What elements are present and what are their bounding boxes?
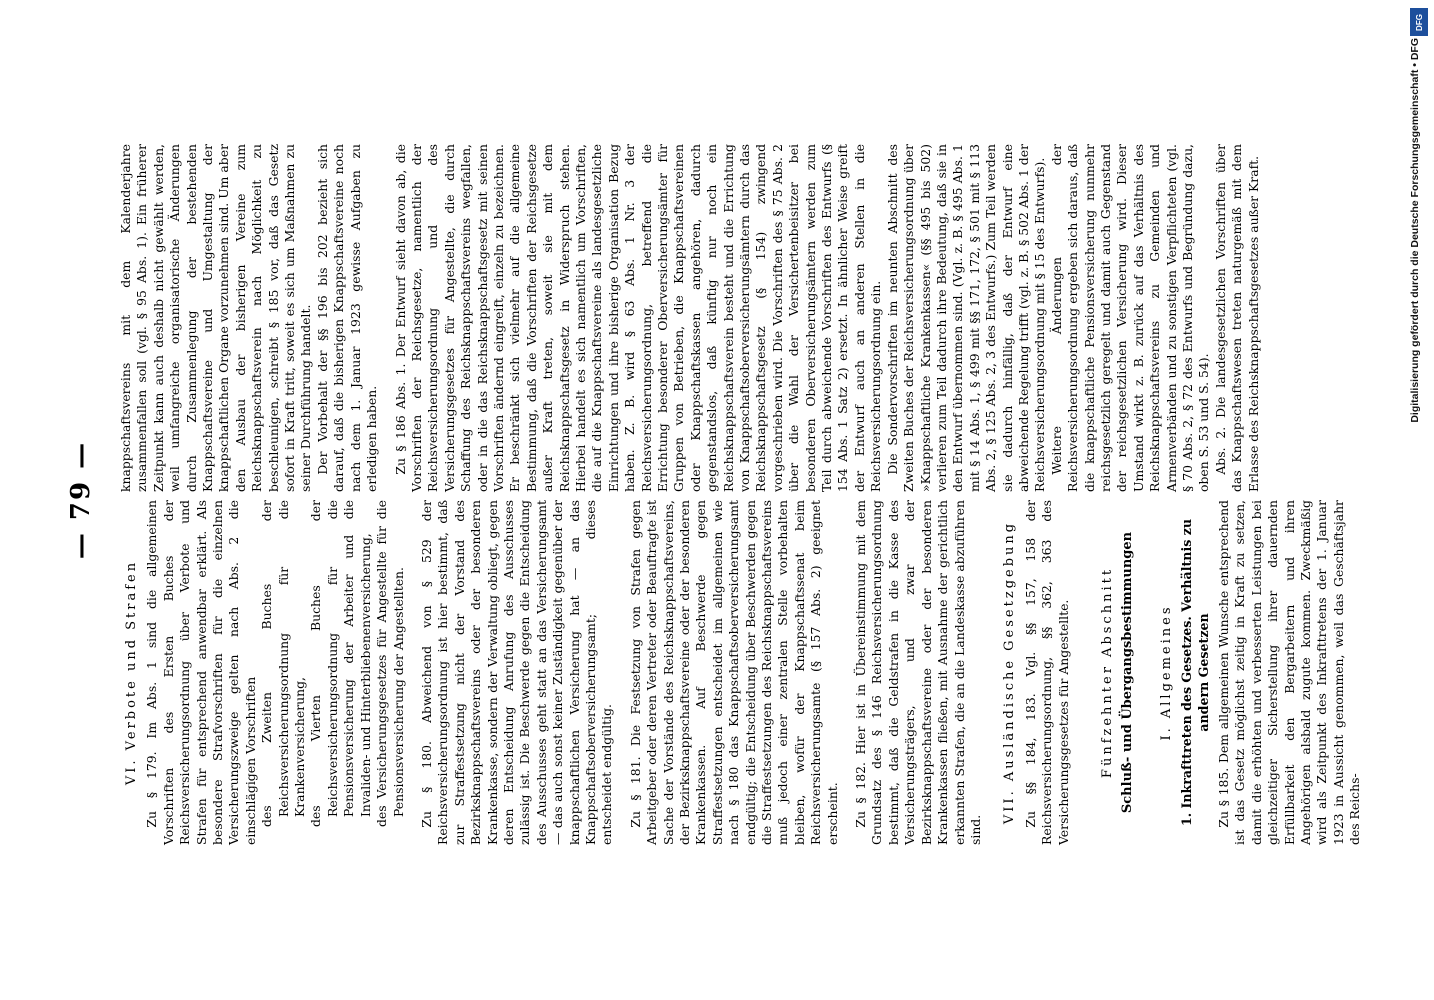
right-column (118, 144, 1318, 492)
section-heading-vii: VII. Ausländische Gesetzgebung (1002, 520, 1018, 825)
paragraph-continued: knappschaftsvereins mit dem Kalenderjahre zusammenfallen soll (vgl. § 95 Abs. 1). Ein früherer Zeitpunkt kann auch deshalb nicht gewählt werden, weil umfangreiche organisatorische Änderungen durch Zusammenlegung der bestehenden Knappschaftsvereine und Umgestaltung der knappschaftlichen Organe vorzunehmen sind. Um aber den Ausbau der bisherigen Vereine zum Reichsknappschaftsverein nach Möglichkeit zu beschleunigen, schreibt § 185 vor, daß das Gesetz sofort in Kraft tritt, soweit es sich um Maßnahmen zu seiner Durchführung handelt. (118, 144, 314, 492)
paragraph-vorbehalt: Der Vorbehalt der §§ 196 bis 202 bezieht sich darauf, daß die bisherigen Knappschaftsvereine noch nach dem 1. Januar 1923 gewisse Aufgaben zu erledigen haben. (314, 144, 380, 492)
subsection-heading: 1. Inkrafttreten des Gesetzes. Verhältnis zu andern Gesetzen (1179, 518, 1211, 827)
paragraph-179: Zu § 179. Im Abs. 1 sind die allgemeinen Vorschriften des Ersten Buches der Reichsversicherungsordnung über Verbote und Strafen für entsprechend anwendbar erklärt. Als besondere Strafvorschriften für die einzelnen Versicherungszweige gelten nach Abs. 2 die einschlägigen Vorschriften (144, 500, 258, 845)
paragraph-185: Zu § 185. Dem allgemeinen Wunsche entsprechend ist das Gesetz möglichst zeitig in Kraft zu setzen, damit die erhöhten und verbesserten Leistungen bei gleichzeitiger Sicherstellung ihrer dauernden Erfüllbarkeit den Bergarbeitern und ihren Angehörigen alsbald zugute kommen. Zweckmäßig wird als Zeitpunkt des Inkrafttretens der 1. Januar 1923 in Aussicht genommen, weil das Geschäftsjahr des Reichs- (1215, 500, 1363, 845)
logo-text: DFG (1414, 13, 1424, 31)
paragraph-186: Zu § 186 Abs. 1. Der Entwurf sieht davon ab, die Vorschriften der Reichsgesetze, namentlich der Reichsversicherungsordnung und des Versicherungsgesetzes für Angestellte, die durch Schaffung des Reichsknappschaftsvereins wegfallen, oder in die das Reichsknappschaftsgesetz mit seinen Vorschriften ändernd eingreift, einzeln zu bezeichnen. Er beschränkt sich vielmehr auf die allgemeine Bestimmung, daß die Vorschriften der Reichsgesetze außer Kraft treten, soweit sie mit dem Reichsknappschaftsgesetz in Widerspruch stehen. Hierbei handelt es sich namentlich um Vorschriften, die auf die Knappschaftsvereine als landesgesetzliche Einrichtungen und ihre bisherige Organisation Bezug haben. Z. B. wird § 63 Abs. 1 Nr. 3 der Reichsversicherungsordnung, betreffend die Errichtung besonderer Oberversicherungsämter für Gruppen von Betrieben, die Knappschaftsvereinen oder Knappschaftskassen angehören, dadurch gegenstandslos, daß künftig nur noch ein Reichsknappschaftsverein besteht und die Errichtung von Knappschaftsoberversicherungsämtern durch das Reichsknappschaftsgesetz (§ 154) zwingend vorgeschrieben wird. Die Vorschriften des § 75 Abs. 2 über die Wahl der Versichertenbeisitzer bei besonderen Oberversicherungsämtern werden zum Teil durch abweichende Vorschriften des Entwurfs (§ 154 Abs. 1 Satz 2) ersetzt. In ähnlicher Weise greift der Entwurf auch an anderen Stellen in die Reichsversicherungsordnung ein. (392, 144, 884, 492)
chapter-heading: Fünfzehnter Abschnitt (1099, 566, 1115, 779)
paragraph-180: Zu § 180. Abweichend von § 529 der Reichsversicherungsordnung ist hier bestimmt, daß zur Straffestsetzung nicht der Vorstand des Bezirksknappschaftsvereins oder der besonderen Krankenkasse, sondern der Verwaltung obliegt, gegen deren Entscheidung Anrufung des Ausschusses zulässig ist. Die Beschwerde gegen die Entscheidung des Ausschusses geht statt an das Versicherungsamt — das auch sonst keiner Zuständigkeit gegenüber der knappschaftlichen Versicherung hat — an das Knappschaftsoberversicherungsamt; dieses entscheidet endgültig. (418, 500, 615, 845)
page-number: — 79 — (66, 440, 96, 560)
list-item: des Vierten Buches der Reichsversicherungsordnung für die Pensionsversicherung der Arbeiter und die Invaliden- und Hinterbliebenenversicherung, (308, 500, 373, 827)
left-column (118, 500, 1363, 845)
dfg-logo (1410, 8, 1428, 36)
list-item: des Zweiten Buches der Reichsversicherungsordnung für die Krankenversicherung, (259, 500, 308, 827)
paragraph-182: Zu § 182. Hier ist in Übereinstimmung mit dem Grundsatz des § 146 Reichsversicherungsordnung bestimmt, daß die Geldstrafen in die Kasse des Versicherungsträgers, und zwar der Bezirksknappschaftsvereine oder der besonderen Krankenkassen fließen, mit Ausnahme der gerichtlich erkannten Strafen, die an die Landeskasse abzuführen sind. (853, 500, 983, 845)
credit-text: Digitalisierung gefördert durch die Deutsche Forschungsgemeinschaft • DFG (1409, 38, 1421, 423)
list-179 (259, 500, 407, 827)
list-item: des Versicherungsgesetzes für Angestellte für die Pensionsversicherung der Angestellten. (374, 500, 406, 827)
paragraph-sondervorschriften: Die Sondervorschriften im neunten Abschnitt des Zweiten Buches der Reichsversicherungsordnung über »Knappschaftliche Krankenkassen« (§§ 495 bis 502) verlieren zum Teil dadurch ihre Bedeutung, daß sie in den Entwurf übernommen sind. (Vgl. z. B. § 495 Abs. 1 mit § 14 Abs. 1, § 499 mit §§ 171, 172, § 501 mit § 113 Abs. 2, § 125 Abs. 2, 3 des Entwurfs.) Zum Teil werden sie dadurch hinfällig, daß der Entwurf eine abweichende Regelung trifft (vgl. z. B. § 502 Abs. 1 der Reichsversicherungsordnung mit § 15 des Entwurfs). (884, 144, 1048, 492)
paragraph-weitere: Weitere Änderungen der Reichsversicherungsordnung ergeben sich daraus, daß die knappschaftliche Pensionsversicherung nunmehr reichsgesetzlich geregelt und damit auch Gegenstand der reichsgesetzlichen Versicherung wird. Dieser Umstand wirkt z. B. zurück auf das Verhältnis des Reichsknappschaftsvereins zu Gemeinden und Armenverbänden und zu sonstigen Verpflichteten (vgl. § 70 Abs. 2, § 72 des Entwurfs und Begründung dazu, oben S. 53 und S. 54). (1048, 144, 1212, 492)
section-heading-allgemeines: I. Allgemeines (1158, 604, 1174, 741)
paragraph-abs2: Abs. 2. Die landesgesetzlichen Vorschriften über das Knappschaftswesen treten naturgemäß mit dem Erlasse des Reichsknappschaftsgesetzes außer Kraft. (1212, 144, 1261, 492)
chapter-title: Schluß- und Übergangsbestimmungen (1120, 531, 1136, 814)
digitization-credit (1400, 8, 1430, 992)
section-heading-vi: VI. Verbote und Strafen (124, 559, 139, 786)
paragraph-181: Zu § 181. Die Festsetzung von Strafen gegen Arbeitgeber oder deren Vertreter oder Beauftragte ist Sache der Vorstände des Reichsknappschaftsvereins, der Bezirksknappschaftsvereine oder der besonderen Krankenkassen. Auf Beschwerde gegen Straffestsetzungen entscheidet im allgemeinen wie nach § 180 das Knappschaftsoberversicherungsamt endgültig; die Entscheidung über Beschwerden gegen die Straffestsetzungen des Reichsknappschaftsvereins muß jedoch einer zentralen Stelle vorbehalten bleiben, wofür der Knappschaftssenat beim Reichsversicherungsamte (§ 157 Abs. 2) geeignet erscheint. (627, 500, 840, 845)
paragraph-184: Zu §§ 184, 183. Vgl. §§ 157, 158 der Reichsversicherungsordnung, §§ 362, 363 des Versicherungsgesetzes für Angestellte. (1022, 500, 1071, 845)
